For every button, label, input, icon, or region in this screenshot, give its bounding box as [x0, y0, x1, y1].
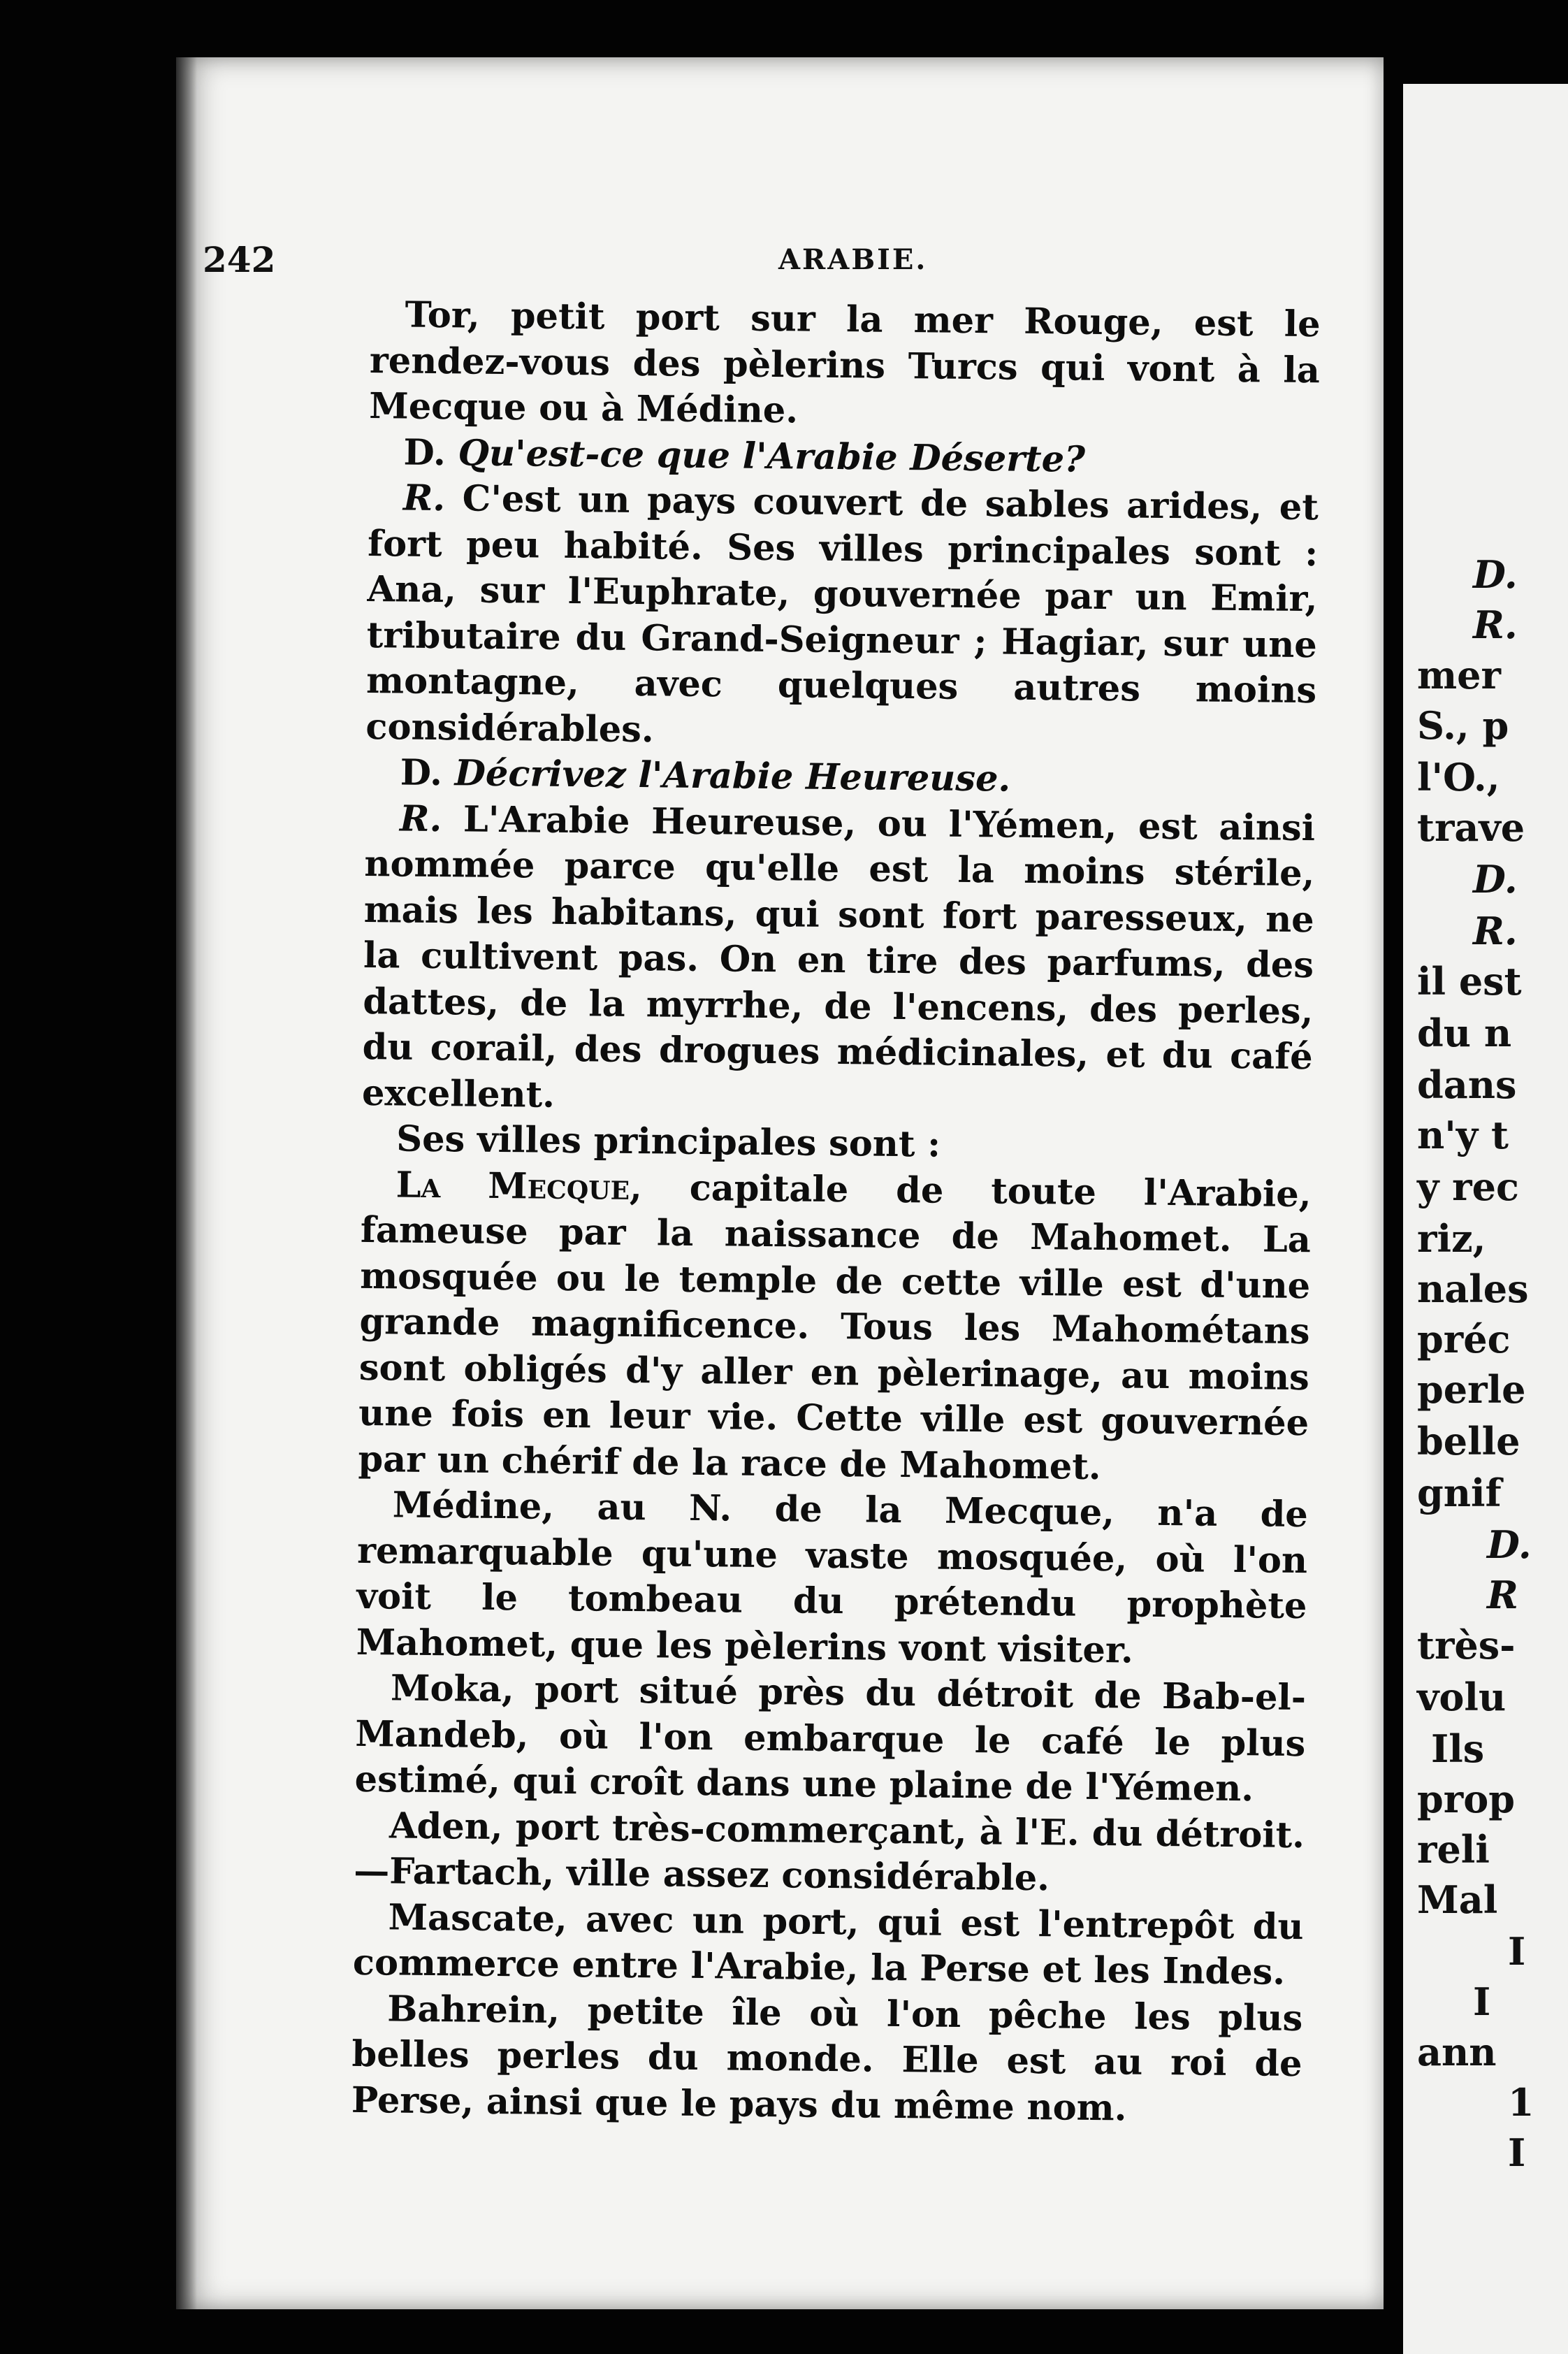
facing-page-fragment: gnif [1417, 1471, 1502, 1515]
facing-page-fragment: D. [1487, 1522, 1532, 1567]
question: D. Décrivez l'Arabie Heureuse. [400, 751, 1011, 800]
facing-page-fragment: I [1473, 1979, 1491, 2024]
facing-page-fragment: du n [1417, 1011, 1512, 1055]
facing-page-fragment: perle [1417, 1367, 1526, 1412]
facing-page-fragment: R. [1473, 602, 1518, 647]
facing-page-fragment: D. [1473, 552, 1518, 597]
facing-page-fragment: riz, [1417, 1216, 1486, 1261]
facing-page-fragment: ann [1417, 2030, 1497, 2074]
question: D. Qu'est-ce que l'Arabie Déserte? [403, 431, 1086, 481]
facing-page-fragment: très- [1417, 1623, 1516, 1668]
facing-page-fragment: n'y t [1417, 1113, 1509, 1157]
answer: R. L'Arabie Heureuse, ou l'Yémen, est ainsi nommée parce qu'elle est la moins stérile, mais les habitans, qui sont fort paresseux, ne la cultivent pas. On en tire des parfums, des dattes, de la myrrhe, de l'encens, des perles, du corail, des drogues médicinales, et du café excellent. [361, 797, 1316, 1116]
place-entry: La Mecque, capitale de toute l'Arabie, fameuse par la naissance de Mahomet. La mosquée ou le temple de cette ville est d'une grande magnificence. Tous les Mahométans sont obligés d'y aller en pèlerinage, au moins une fois en leur vie. Cette ville est gouvernée par un chérif de la race de Mahomet. [358, 1163, 1312, 1488]
answer: R. C'est un pays couvert de sables arides, et fort peu habité. Ses villes principales sont : Ana, sur l'Euphrate, gouvernée par un Emir, tributaire du Grand-Seigneur ; Hagiar, sur une montagne, avec quelques autres moins considérables. [365, 477, 1319, 751]
facing-page-fragment: Ils [1431, 1726, 1485, 1771]
facing-page-fragment: I [1508, 1929, 1526, 1974]
page-header [203, 239, 1470, 288]
facing-page-fragment: nales [1417, 1266, 1529, 1311]
facing-page-fragment: R [1487, 1573, 1518, 1617]
paragraph: Mascate, avec un port, qui est l'entrepôt du commerce entre l'Arabie, la Perse et les Indes. [352, 1896, 1304, 1993]
facing-page-fragment: trave [1417, 805, 1525, 850]
paragraph: Ses villes principales sont : [396, 1118, 941, 1166]
paragraph: Aden, port très-commerçant, à l'E. du détroit. —Fartach, ville assez considérable. [354, 1804, 1305, 1900]
facing-page-fragment: reli [1417, 1827, 1490, 1872]
facing-page-fragment: dans [1417, 1062, 1517, 1107]
paragraph: Bahrein, petite île où l'on pêche les plus belles perles du monde. Elle est au roi de Perse, ainsi que le pays du même nom. [351, 1987, 1303, 2129]
facing-page-fragment: prop [1417, 1777, 1515, 1821]
paragraph: Médine, au N. de la Mecque, n'a de remarquable qu'une vaste mosquée, où l'on voit le tombeau du prétendu prophète Mahomet, que les pèlerins vont visiter. [356, 1484, 1309, 1672]
facing-page-fragment: R. [1473, 909, 1518, 953]
facing-page-fragment: mer [1417, 653, 1501, 698]
facing-page-fragment: 1 [1508, 2080, 1534, 2125]
facing-page-fragment: D. [1473, 857, 1518, 902]
facing-page-edge [1403, 84, 1568, 2354]
facing-page-fragment: volu [1417, 1675, 1507, 1719]
running-title: ARABIE. [778, 243, 928, 276]
place-name: La Mecque [395, 1163, 630, 1208]
facing-page-fragment: Mal [1417, 1877, 1498, 1922]
facing-page-fragment: S., p [1417, 703, 1509, 748]
page-body [351, 292, 1321, 2133]
paragraph: Moka, port situé près du détroit de Bab-el-Mandeb, où l'on embarque le café le plus estimé, qui croît dans une plaine de l'Yémen. [354, 1667, 1307, 1810]
facing-page-fragment: il est [1417, 959, 1522, 1004]
facing-page-fragment: l'O., [1417, 755, 1500, 800]
facing-page-fragment: y rec [1417, 1164, 1519, 1209]
paragraph: Tor, petit port sur la mer Rouge, est le rendez-vous des pèlerins Turcs qui vont à la Mecque ou à Médine. [368, 294, 1321, 432]
facing-page-fragment: I [1508, 2130, 1526, 2175]
facing-page-fragment: préc [1417, 1317, 1511, 1362]
facing-page-fragment: belle [1417, 1419, 1520, 1464]
page-number: 242 [203, 239, 276, 280]
